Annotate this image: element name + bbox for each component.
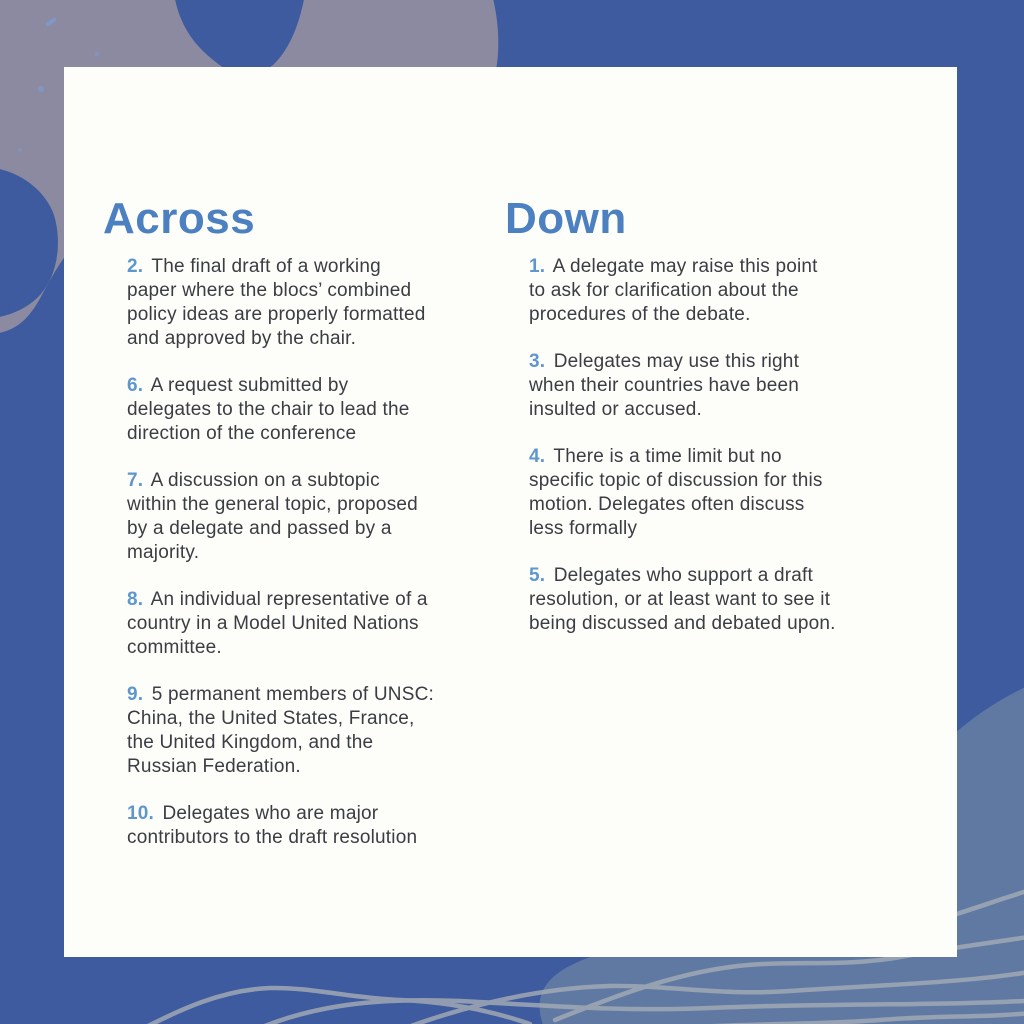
clue-4: [529, 445, 915, 541]
clue-line: motion. Delegates often discuss: [529, 494, 805, 515]
clue-number: 1.: [529, 256, 546, 277]
clue-number: 8.: [127, 589, 144, 610]
clue-line: the United Kingdom, and the: [127, 732, 374, 753]
clue-line: procedures of the debate.: [529, 304, 751, 325]
clue-line: majority.: [127, 542, 200, 563]
clue-line: delegates to the chair to lead the: [127, 399, 410, 420]
clue-number: 2.: [127, 256, 144, 277]
down-section: [505, 195, 915, 659]
clue-line: within the general topic, proposed: [127, 494, 418, 515]
clue-line: being discussed and debated upon.: [529, 613, 836, 634]
clue-line: China, the United States, France,: [127, 708, 415, 729]
clue-2: [127, 255, 493, 351]
clue-6: [127, 374, 493, 446]
clue-1: [529, 255, 915, 327]
clue-5: [529, 564, 915, 636]
clue-line: Russian Federation.: [127, 756, 301, 777]
clue-10: [127, 802, 493, 850]
clue-line: less formally: [529, 518, 638, 539]
clue-7: [127, 469, 493, 565]
clue-8: [127, 588, 493, 660]
clue-line: paper where the blocs’ combined: [127, 280, 412, 301]
clue-number: 9.: [127, 684, 144, 705]
clue-line: 3. Delegates may use this right: [529, 351, 800, 372]
clue-line: insulted or accused.: [529, 399, 702, 420]
clue-line: 7. A discussion on a subtopic: [127, 470, 380, 491]
clue-number: 4.: [529, 446, 546, 467]
clue-3: [529, 350, 915, 422]
clue-line: when their countries have been: [529, 375, 800, 396]
across-heading: Across: [103, 194, 256, 243]
clue-line: 9. 5 permanent members of UNSC:: [127, 684, 434, 705]
across-clue-list: [127, 255, 493, 850]
clue-9: [127, 683, 493, 779]
clue-line: specific topic of discussion for this: [529, 470, 823, 491]
clue-line: and approved by the chair.: [127, 328, 357, 349]
clue-line: resolution, or at least want to see it: [529, 589, 831, 610]
clue-line: direction of the conference: [127, 423, 357, 444]
clue-line: 1. A delegate may raise this point: [529, 256, 818, 277]
clue-line: committee.: [127, 637, 222, 658]
clue-line: to ask for clarification about the: [529, 280, 799, 301]
clue-number: 3.: [529, 351, 546, 372]
clues-card: [64, 67, 957, 957]
clue-line: contributors to the draft resolution: [127, 827, 418, 848]
across-section: [103, 195, 493, 873]
clue-number: 5.: [529, 565, 546, 586]
clue-line: 5. Delegates who support a draft: [529, 565, 814, 586]
clue-line: 2. The final draft of a working: [127, 256, 381, 277]
clue-number: 10.: [127, 803, 155, 824]
clue-line: policy ideas are properly formatted: [127, 304, 426, 325]
clue-line: 10. Delegates who are major: [127, 803, 379, 824]
clue-line: 4. There is a time limit but no: [529, 446, 782, 467]
clue-line: 8. An individual representative of a: [127, 589, 428, 610]
down-heading: Down: [505, 194, 627, 243]
down-clue-list: [529, 255, 915, 636]
clue-line: country in a Model United Nations: [127, 613, 419, 634]
clue-line: by a delegate and passed by a: [127, 518, 392, 539]
clue-line: 6. A request submitted by: [127, 375, 349, 396]
clue-number: 6.: [127, 375, 144, 396]
clue-number: 7.: [127, 470, 144, 491]
